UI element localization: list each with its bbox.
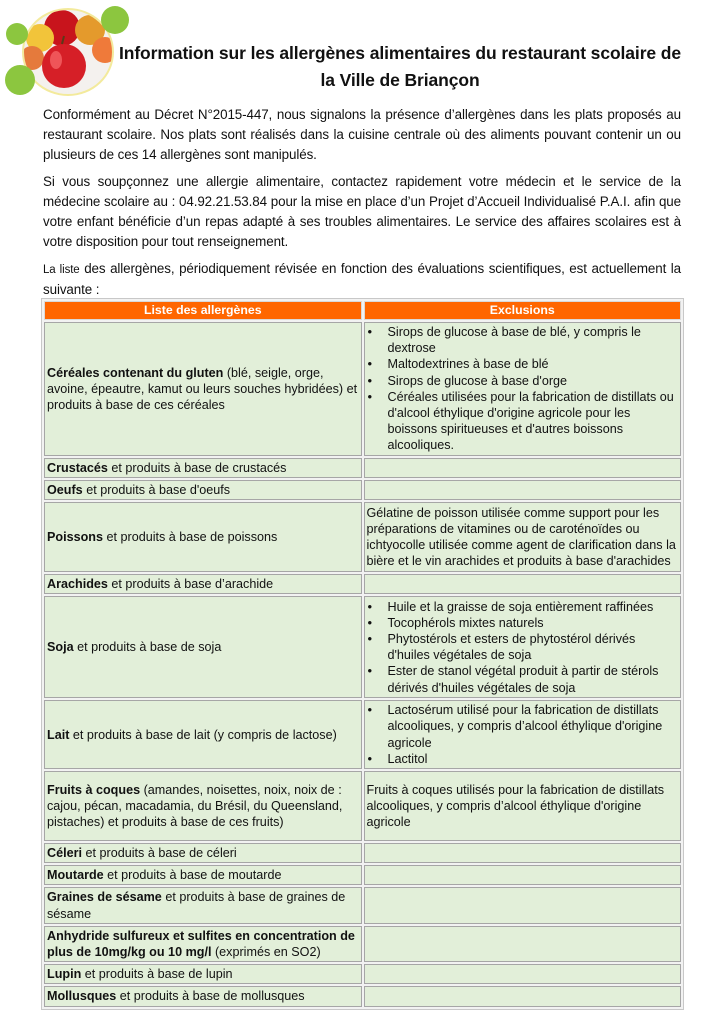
- allergen-name: Soja: [47, 640, 74, 655]
- exclusion-item: • Ester de stanol végétal produit à partir de stérols dérivés d'huiles végétales de soja: [388, 663, 679, 695]
- allergen-cell: [44, 843, 362, 863]
- title-line-1: Information sur les allergènes alimentaires du restaurant scolaire de: [118, 43, 682, 63]
- exclusions-list: [367, 324, 679, 454]
- allergen-name: Anhydride sulfureux et sulfites en concentration de plus de 10mg/kg ou 10 mg/l: [47, 928, 355, 960]
- list-intro-small: La liste: [43, 264, 80, 276]
- allergen-detail: (blé, seigle, orge, avoine, épeautre, kamut ou leurs souches hybridées) et produits à base de ces céréales: [47, 365, 358, 412]
- allergen-detail: et produits à base de crustacés: [107, 460, 287, 475]
- exclusions-cell: [364, 458, 682, 478]
- table-row: [44, 574, 681, 594]
- exclusion-item: • Lactosérum utilisé pour la fabrication de distillats alcooliques, y compris d’alcool éthylique d'origine agricole: [388, 702, 679, 751]
- exclusions-list: [367, 702, 679, 767]
- exclusions-cell: [364, 480, 682, 500]
- exclusion-item: • Sirops de glucose à base d'orge: [388, 373, 679, 389]
- exclusion-item: • Huile et la graisse de soja entièrement raffinées: [388, 599, 679, 615]
- allergen-cell: [44, 574, 362, 594]
- exclusion-item: • Céréales utilisées pour la fabrication de distillats ou d'alcool éthylique d'origine agricole pour les boissons spiritueuses et d'autres boissons alcooliques.: [388, 389, 679, 454]
- exclusion-item: • Lactitol: [388, 751, 679, 767]
- exclusions-cell: [364, 865, 682, 885]
- table-row: [44, 458, 681, 478]
- allergen-name: Poissons: [47, 529, 103, 544]
- allergen-cell: [44, 771, 362, 841]
- table-row: [44, 700, 681, 769]
- table-row: [44, 502, 681, 572]
- exclusions-cell: Gélatine de poisson utilisée comme support pour les préparations de vitamines ou de caroténoïdes ou ichtyocolle utilisée comme agent de clarification dans la bière et le vin arachides et produits à base d'arachides: [364, 502, 682, 572]
- exclusions-cell: [364, 322, 682, 456]
- allergen-detail: (exprimés en SO2): [211, 945, 321, 960]
- allergen-cell: [44, 322, 362, 456]
- exclusion-item: • Maltodextrines à base de blé: [388, 356, 679, 372]
- table-row: [44, 964, 681, 984]
- allergen-name: Mollusques: [47, 989, 117, 1004]
- allergen-cell: [44, 964, 362, 984]
- table-row: [44, 926, 681, 962]
- allergen-cell: [44, 865, 362, 885]
- table-row: [44, 843, 681, 863]
- allergen-cell: [44, 458, 362, 478]
- exclusions-cell: [364, 986, 682, 1006]
- exclusion-item: • Tocophérols mixtes naturels: [388, 615, 679, 631]
- header-exclusions: Exclusions: [364, 301, 682, 320]
- allergen-detail: et produits à base de céleri: [82, 846, 237, 861]
- header-allergens: Liste des allergènes: [44, 301, 362, 320]
- list-intro-rest: des allergènes, périodiquement révisée en fonction des évaluations scientifiques, est actuellement la suivante :: [43, 261, 681, 297]
- allergen-name: Céleri: [47, 846, 83, 861]
- table-header-row: [44, 301, 681, 320]
- exclusions-list: [367, 599, 679, 696]
- exclusions-cell: [364, 843, 682, 863]
- allergen-detail: et produits à base de poissons: [103, 529, 278, 544]
- table-row: [44, 596, 681, 698]
- exclusions-cell: Fruits à coques utilisés pour la fabrication de distillats alcooliques, y compris d’alcool éthylique d'origine agricole: [364, 771, 682, 841]
- allergen-cell: [44, 926, 362, 962]
- allergen-name: Graines de sésame: [47, 890, 162, 905]
- allergen-name: Lait: [47, 727, 70, 742]
- exclusion-item: • Phytostérols et esters de phytostérol dérivés d'huiles végétales de soja: [388, 631, 679, 663]
- allergen-detail: et produits à base de lupin: [81, 967, 233, 982]
- exclusion-item: • Sirops de glucose à base de blé, y compris le dextrose: [388, 324, 679, 356]
- allergen-detail: et produits à base de soja: [73, 640, 222, 655]
- allergen-name: Oeufs: [47, 482, 83, 497]
- exclusions-cell: [364, 926, 682, 962]
- exclusions-cell: [364, 596, 682, 698]
- table-row: [44, 986, 681, 1006]
- table-row: [44, 480, 681, 500]
- allergen-detail: et produits à base d'oeufs: [82, 482, 231, 497]
- allergen-detail: et produits à base de lait (y compris de lactose): [69, 727, 337, 742]
- allergen-cell: [44, 502, 362, 572]
- exclusions-cell: [364, 700, 682, 769]
- page-title: [110, 40, 690, 94]
- allergen-cell: [44, 887, 362, 923]
- allergen-cell: [44, 596, 362, 698]
- exclusions-cell: [364, 964, 682, 984]
- intro-paragraph-list: [43, 259, 681, 300]
- allergen-cell: [44, 480, 362, 500]
- allergen-detail: et produits à base d’arachide: [107, 577, 274, 592]
- table-row: [44, 865, 681, 885]
- allergen-name: Arachides: [47, 577, 108, 592]
- allergen-detail: et produits à base de mollusques: [116, 989, 305, 1004]
- allergen-detail: et produits à base de graines de sésame: [47, 890, 346, 921]
- allergen-cell: [44, 700, 362, 769]
- intro-paragraph-decree: Conformément au Décret N°2015-447, nous signalons la présence d’allergènes dans les plats proposés au restaurant scolaire. Nos plats sont réalisés dans la cuisine centrale où des aliments pouvant contenir un ou plusieurs de ces 14 allergènes sont manipulés.: [43, 107, 681, 162]
- allergens-table: [41, 298, 684, 1010]
- intro-paragraph-contact: Si vous soupçonnez une allergie alimentaire, contactez rapidement votre médecin et le service de la médecine scolaire au : 04.92.21.53.84 pour la mise en place d’un Projet d’Accueil Individualisé P.A.I. afin que votre enfant bénéficie d’un repas adapté à ses troubles alimentaires. Le service des affaires scolaires est à votre disposition pour tout renseignement.: [43, 174, 681, 249]
- table-row: [44, 887, 681, 923]
- exclusions-cell: [364, 887, 682, 923]
- allergen-name: Moutarde: [47, 868, 104, 883]
- title-line-2: la Ville de Briançon: [320, 70, 480, 90]
- allergen-name: Céréales contenant du gluten: [47, 365, 224, 380]
- allergen-detail: (amandes, noisettes, noix, noix de : cajou, pécan, macadamia, du Brésil, du Queensland, pistaches) et produits à base de ces fruits): [47, 782, 343, 830]
- allergen-name: Fruits à coques: [47, 782, 141, 797]
- table-row: [44, 771, 681, 841]
- allergen-cell: [44, 986, 362, 1006]
- table-row: [44, 322, 681, 456]
- allergen-name: Lupin: [47, 967, 82, 982]
- allergen-name: Crustacés: [47, 460, 108, 475]
- exclusions-cell: [364, 574, 682, 594]
- allergen-detail: et produits à base de moutarde: [103, 868, 282, 883]
